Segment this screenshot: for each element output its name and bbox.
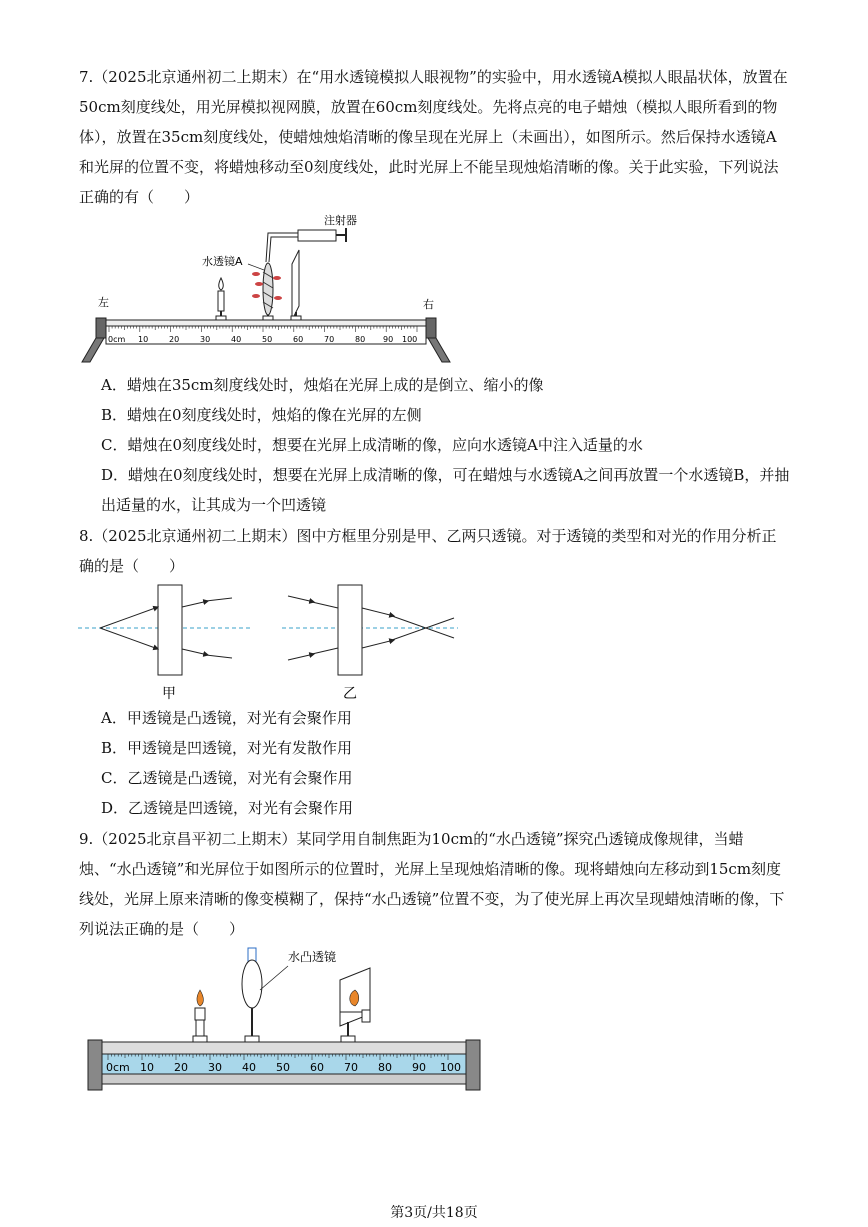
scale-label: 0cm: [106, 1061, 130, 1074]
scale-label: 100: [402, 335, 418, 344]
scale-label: 60: [310, 1061, 324, 1074]
syringe-label: 注射器: [324, 214, 357, 227]
q7-stem: 7.（2025北京通州初二上期末）在“用水透镜模拟人眼视物”的实验中，用水透镜A模拟人眼晶状体，放置在50cm刻度线处，用光屏模拟视网膜，放置在60cm刻度线处。先将点亮的电子蜡烛（模拟人眼所看到的物体），放置在35cm刻度线处，使蜡烛烛焰清晰的像呈现在光屏上（未画出），如图所示。然后保持水透镜A和光屏的位置不变，将蜡烛移动至0刻度线处，此时光屏上不能呈现烛焰清晰的像。关于此实验，下列说法正确的有（ ）: [79, 68, 788, 206]
q7-option-a: A．蜡烛在35cm刻度线处时，烛焰在光屏上成的是倒立、缩小的像: [101, 376, 544, 394]
optical-bench-figure-9: [78, 942, 490, 1100]
scale-label: 60: [293, 335, 304, 344]
water-lens-a-icon: [252, 263, 282, 322]
scale-label: 90: [383, 335, 394, 344]
scale-label: 50: [276, 1061, 290, 1074]
light-screen-icon: [292, 250, 299, 322]
lens-box-yi: [338, 585, 362, 675]
light-screen-icon: [340, 968, 370, 1040]
scale-label: 30: [208, 1061, 222, 1074]
scale-label: 70: [324, 335, 335, 344]
scale-label: 10: [140, 1061, 154, 1074]
candle-icon: [195, 990, 205, 1036]
q9-stem: 9.（2025北京昌平初二上期末）某同学用自制焦距为10cm的“水凸透镜”探究凸透镜成像规律，当蜡烛、“水凸透镜”和光屏位于如图所示的位置时，光屏上呈现烛焰清晰的像。现将蜡烛向左移动到15cm刻度线处，光屏上原来清晰的像变模糊了，保持“水凸透镜”位置不变，为了使光屏上再次呈现蜡烛清晰的像，下列说法正确的是（ ）: [79, 830, 785, 938]
scale-label: 90: [412, 1061, 426, 1074]
lens-box-jia: [158, 585, 182, 675]
scale-label: 20: [174, 1061, 188, 1074]
q7-option-d: D．蜡烛在0刻度线处时，想要在光屏上成清晰的像，可在蜡烛与水透镜A之间再放置一个水透镜B，并抽出适量的水，让其成为一个凹透镜: [101, 466, 790, 514]
right-label: 右: [423, 298, 434, 311]
scale-label: 10: [138, 335, 149, 344]
scale-label: 80: [378, 1061, 392, 1074]
lens-ray-diagram: [78, 580, 462, 704]
q7-figure: [78, 212, 458, 370]
q8-figure: [78, 580, 462, 704]
page-footer: 第3页/共18页: [390, 1205, 478, 1221]
q8-option-a: A．甲透镜是凸透镜，对光有会聚作用: [101, 709, 352, 727]
q8-option-c: C．乙透镜是凸透镜，对光有会聚作用: [101, 769, 353, 787]
q8-option-b: B．甲透镜是凹透镜，对光有发散作用: [101, 739, 353, 757]
lens-a-label: 水透镜A: [202, 255, 243, 268]
left-label: 左: [98, 296, 109, 309]
q7-option-b: B．蜡烛在0刻度线处时，烛焰的像在光屏的左侧: [101, 406, 422, 424]
scale-label: 30: [200, 335, 211, 344]
q8-option-d: D．乙透镜是凹透镜，对光有会聚作用: [101, 799, 354, 817]
scale-label: 20: [169, 335, 180, 344]
optical-bench-figure-7: [78, 212, 458, 370]
label-yi: 乙: [343, 686, 357, 702]
scale-label: 40: [242, 1061, 256, 1074]
water-convex-lens-icon: [242, 948, 262, 1040]
label-jia: 甲: [162, 686, 176, 702]
scale-label: 80: [355, 335, 366, 344]
q8-stem: 8.（2025北京通州初二上期末）图中方框里分别是甲、乙两只透镜。对于透镜的类型和对光的作用分析正确的是（ ）: [79, 527, 777, 575]
q9-figure: [78, 942, 490, 1100]
scale-label: 0cm: [108, 335, 126, 344]
scale-label: 50: [262, 335, 273, 344]
scale-label: 100: [440, 1061, 461, 1074]
scale-label: 70: [344, 1061, 358, 1074]
water-lens-label: 水凸透镜: [288, 950, 337, 964]
syringe-icon: [266, 228, 346, 262]
scale-label: 40: [231, 335, 242, 344]
electronic-candle-icon: [218, 278, 224, 322]
q7-option-c: C．蜡烛在0刻度线处时，想要在光屏上成清晰的像，应向水透镜A中注入适量的水: [101, 436, 643, 454]
